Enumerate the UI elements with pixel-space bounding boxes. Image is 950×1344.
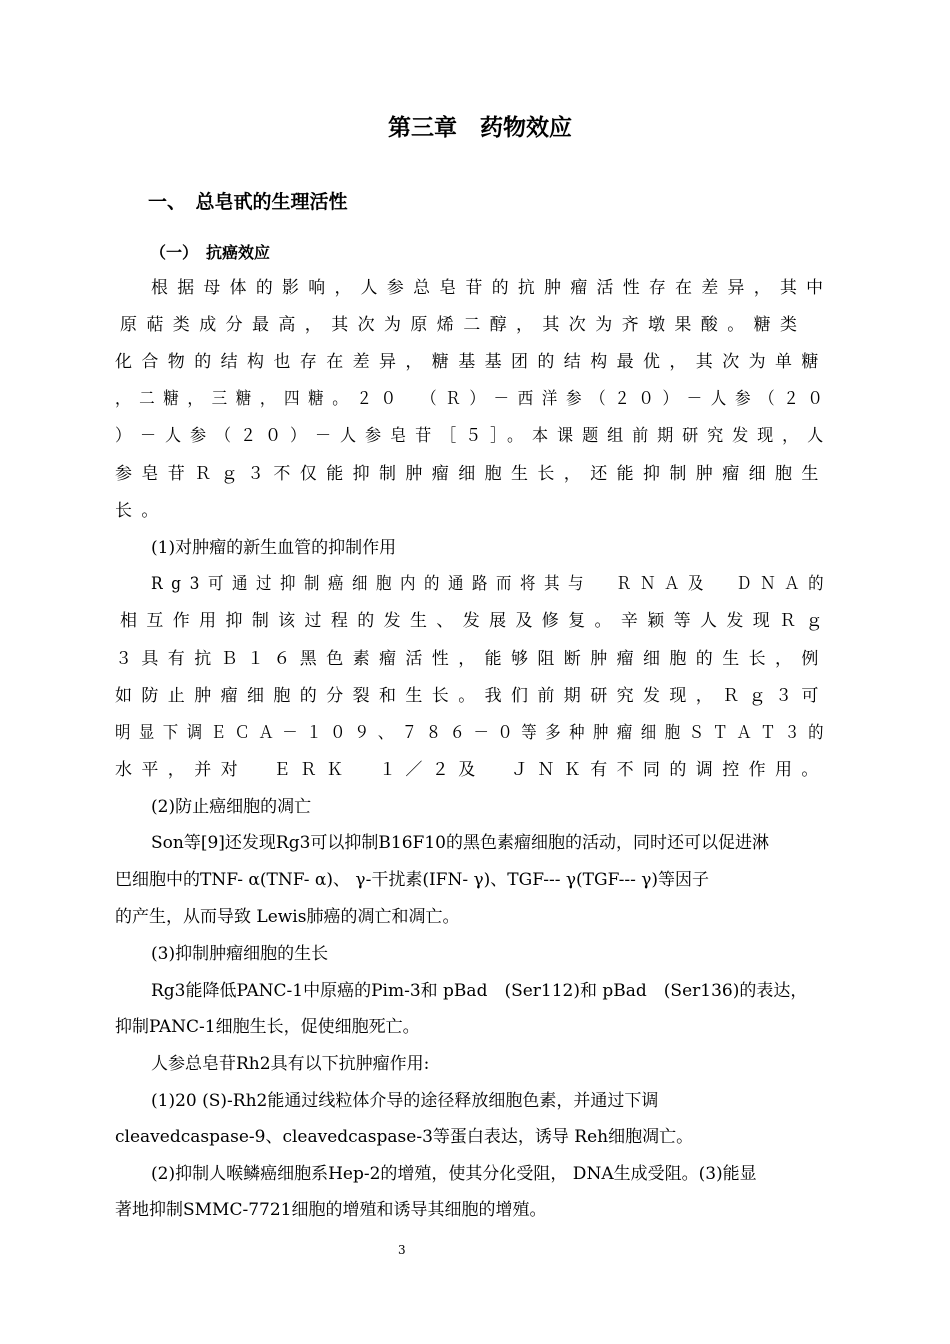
paragraph-line: ，二糖，三糖，四糖。２０ （Ｒ）－西洋参（２０）－人参（２０ xyxy=(115,389,832,409)
section-heading: 一、 总皂甙的生理活性 xyxy=(148,191,348,213)
numbered-heading: (2)防止癌细胞的凋亡 xyxy=(151,797,312,817)
paragraph-line: 原萜类成分最高，其次为原烯二醇，其次为齐墩果酸。糖类 xyxy=(120,315,807,335)
paragraph-line: (1)20 (S)-Rh2能通过线粒体介导的途径释放细胞色素，并通过下调 xyxy=(151,1091,659,1111)
paragraph-line: Rg3能降低PANC-1中原癌的Pim-3和 pBad (Ser112)和 pBad (Ser136)的表达， xyxy=(151,981,808,1001)
subsection-heading: （一） 抗癌效应 xyxy=(150,243,271,262)
paragraph-line: 参皂苷Ｒｇ３不仅能抑制肿瘤细胞生长，还能抑制肿瘤细胞生 xyxy=(115,464,828,484)
paragraph-line: Rg3可通过抑制癌细胞内的通路而将其与 ＲＮＡ及 ＤＮＡ的 xyxy=(151,574,833,594)
paragraph-line: 化合物的结构也存在差异，糖基基团的结构最优，其次为单糖 xyxy=(115,352,828,372)
numbered-heading: (3)抑制肿瘤细胞的生长 xyxy=(151,944,329,964)
paragraph-line: 巴细胞中的TNF- α(TNF- α)、 γ-干扰素(IFN- γ)、TGF--- γ(TGF--- γ)等因子 xyxy=(115,870,710,890)
paragraph-line: Son等[9]还发现Rg3可以抑制B16F10的黑色素瘤细胞的活动，同时还可以促进淋 xyxy=(151,833,769,853)
paragraph-line: (2)抑制人喉鳞癌细胞系Hep-2的增殖，使其分化受阻， DNA生成受阻。(3)能显 xyxy=(151,1164,757,1184)
paragraph-line: ）－人参（２０）－人参皂苷［５］。本课题组前期研究发现，人 xyxy=(115,426,833,446)
paragraph-line: 相互作用抑制该过程的发生、发展及修复。辛颖等人发现Ｒｇ xyxy=(120,611,832,631)
paragraph-line: 的产生，从而导致 Lewis肺癌的凋亡和凋亡。 xyxy=(115,907,460,927)
chapter-title: 第三章 药物效应 xyxy=(388,115,572,141)
paragraph-line: 根据母体的影响，人参总皂苷的抗肿瘤活性存在差异，其中 xyxy=(151,278,833,298)
paragraph-line: 著地抑制SMMC-7721细胞的增殖和诱导其细胞的增殖。 xyxy=(115,1200,547,1220)
paragraph-line: 如防止肿瘤细胞的分裂和生长。我们前期研究发现，Ｒｇ３可 xyxy=(115,686,828,706)
paragraph-line: ３具有抗Ｂ１６黑色素瘤活性，能够阻断肿瘤细胞的生长，例 xyxy=(115,649,828,669)
paragraph-line: 水平，并对 ＥＲＫ １／２及 ＪＮＫ有不同的调控作用。 xyxy=(115,760,828,780)
paragraph-line: 长。 xyxy=(115,501,168,521)
paragraph-line: 明显下调ＥＣＡ－１０９、７８６－０等多种肿瘤细胞ＳＴＡＴ３的 xyxy=(115,723,832,743)
paragraph-line: cleavedcaspase-9、cleavedcaspase-3等蛋白表达，诱导 Reh细胞凋亡。 xyxy=(115,1127,694,1147)
paragraph-line: 人参总皂苷Rh2具有以下抗肿瘤作用: xyxy=(151,1054,430,1074)
numbered-heading: (1)对肿瘤的新生血管的抑制作用 xyxy=(151,538,397,558)
paragraph-line: 抑制PANC-1细胞生长，促使细胞死亡。 xyxy=(115,1017,420,1037)
page-number: 3 xyxy=(398,1243,406,1257)
